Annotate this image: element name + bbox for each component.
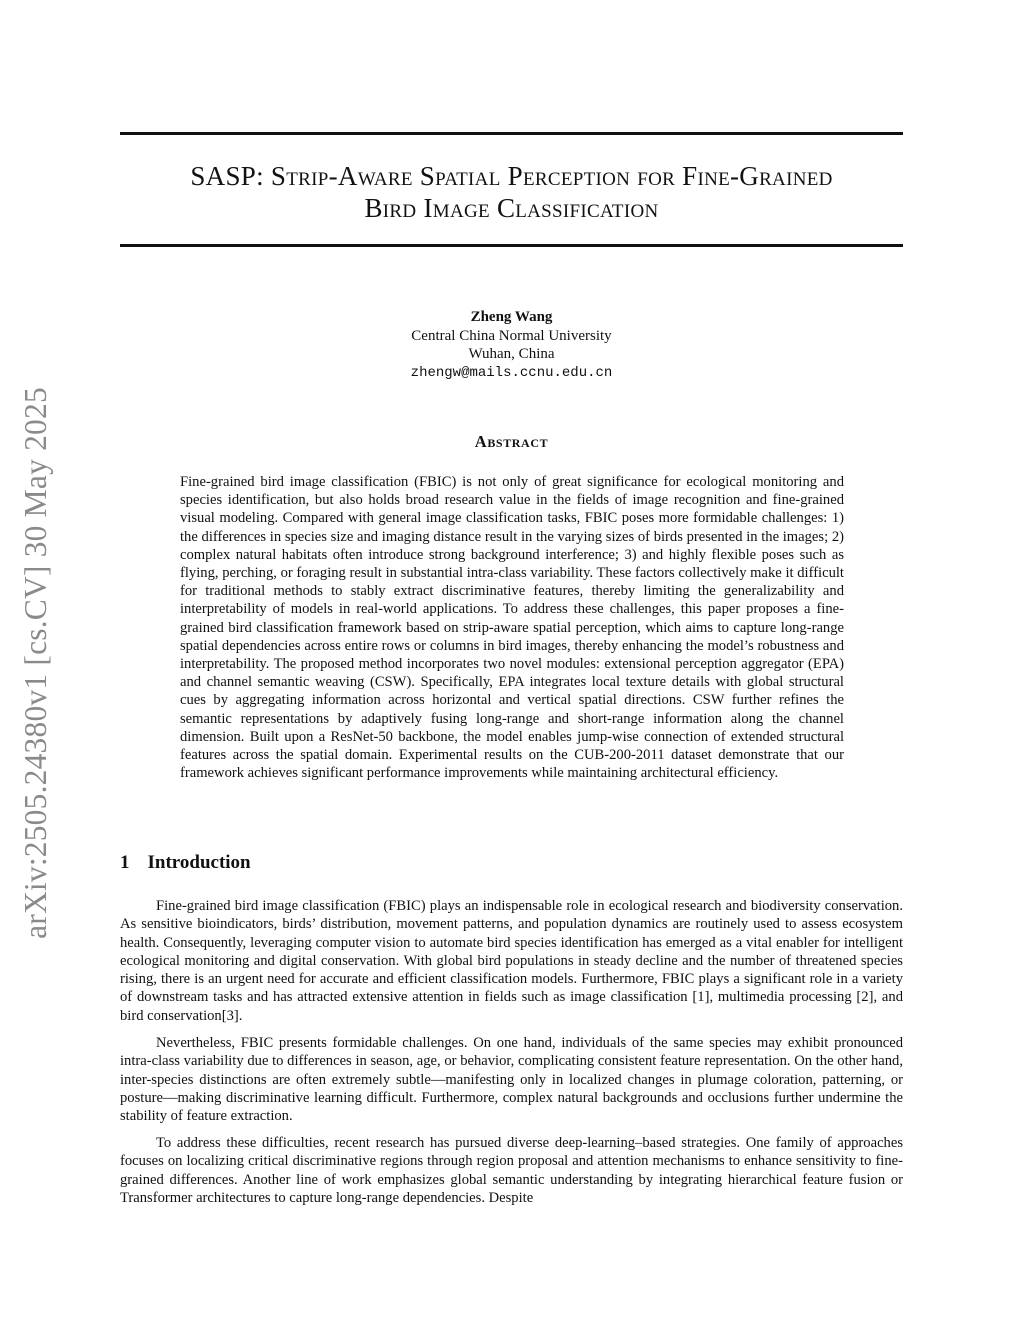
author-affiliation: Central China Normal University [411, 327, 612, 344]
arxiv-identifier: arXiv:2505.24380v1 [cs.CV] 30 May 2025 [18, 387, 54, 939]
arxiv-sidebar-stamp [14, 363, 58, 963]
author-email: zhengw@mails.ccnu.edu.cn [410, 364, 613, 381]
author-name: Zheng Wang [470, 309, 553, 325]
section-heading-introduction [120, 852, 251, 874]
title-bottom-rule [120, 244, 903, 247]
abstract-text: Fine-grained bird image classification (FBIC) is not only of great significance for ecological monitoring and species identification, but also holds broad research value in the fields of image recognition and fine-grained visual modeling. Compared with general image classification tasks, FBIC poses more formidable challenges: 1) the differences in species size and imaging distance result in the varying sizes of birds presented in the images; 2) complex natural habitats often introduce strong background interference; 3) and highly flexible poses such as flying, perching, or foraging result in substantial intra-class variability. These factors collectively make it difficult for traditional methods to stably extract discriminative features, thereby limiting the generalizability and interpretability of models in real-world applications. To address these challenges, this paper proposes a fine-grained bird classification framework based on strip-aware spatial perception, which aims to capture long-range spatial dependencies across entire rows or columns in bird images, thereby enhancing the model’s robustness and interpretability. The proposed method incorporates two novel modules: extensional perception aggregator (EPA) and channel semantic weaving (CSW). Specifically, EPA integrates local texture details with global structural cues by aggregating information across horizontal and vertical spatial directions. CSW further refines the semantic representations by adaptively fusing long-range and short-range information along the channel dimension. Built upon a ResNet-50 backbone, the model enables jump-wise connection of extended structural features across the spatial domain. Experimental results on the CUB-200-2011 dataset demonstrate that our framework achieves significant performance improvements while maintaining architectural efficiency. [180, 474, 844, 782]
abstract-heading: Abstract [474, 432, 549, 451]
title-line-1: SASP: Strip-Aware Spatial Perception for Fine-Grained [190, 161, 833, 191]
author-block [120, 308, 903, 382]
section-title: Introduction [147, 852, 251, 873]
section-number: 1 [120, 852, 130, 873]
title-line-2: Bird Image Classification [364, 193, 659, 223]
title-top-rule [120, 132, 903, 135]
intro-paragraph-2: Nevertheless, FBIC presents formidable challenges. On one hand, individuals of the same species may exhibit pronounced intra-class variability due to differences in season, age, or behavior, complicating consistent feature representation. On the other hand, inter-species distinctions are often extremely subtle—manifesting only in localized changes in plumage coloration, patterning, or posture—making discriminative learning difficult. Furthermore, complex natural backgrounds and occlusions further undermine the stability of feature extraction. [120, 1035, 903, 1125]
paper-title [120, 160, 903, 224]
intro-paragraph-3: To address these difficulties, recent research has pursued diverse deep-learning–based strategies. One family of approaches focuses on localizing critical discriminative regions through region proposal and attention mechanisms to enhance sensitivity to fine-grained differences. Another line of work emphasizes global semantic understanding by integrating hierarchical feature fusion or Transformer architectures to capture long-range dependencies. Despite [120, 1135, 903, 1206]
intro-paragraph-1: Fine-grained bird image classification (FBIC) plays an indispensable role in ecological research and biodiversity conservation. As sensitive bioindicators, birds’ distribution, movement patterns, and population dynamics are routinely used to assess ecosystem health. Consequently, leveraging computer vision to automate bird species identification has emerged as a vital enabler for intelligent ecological monitoring and digital conservation. With global bird populations in steady decline and the number of threatened species rising, there is an urgent need for accurate and efficient classification models. Furthermore, FBIC plays a significant role in a variety of downstream tasks and has attracted extensive attention in fields such as image classification [1], multimedia processing [2], and bird conservation[3]. [120, 898, 903, 1024]
author-location: Wuhan, China [468, 346, 555, 362]
